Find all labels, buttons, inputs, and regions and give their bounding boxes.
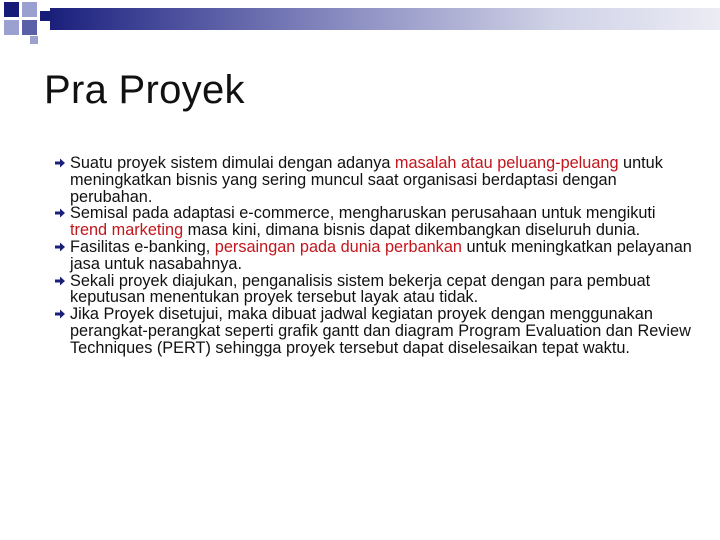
decor-square bbox=[22, 20, 37, 35]
decor-square bbox=[40, 11, 50, 21]
right-arrow-icon bbox=[54, 206, 66, 220]
bullet-item bbox=[54, 306, 694, 356]
decor-square bbox=[22, 2, 37, 17]
bullet-item bbox=[54, 239, 694, 273]
decor-square bbox=[30, 36, 38, 44]
slide-title: Pra Proyek bbox=[44, 68, 245, 112]
header-decoration bbox=[0, 0, 720, 40]
bullet-text: Sekali proyek diajukan, penganalisis sistem bekerja cepat dengan para pembuat keputusan menentukan proyek tersebut layak atau tidak. bbox=[70, 271, 651, 307]
bullet-list bbox=[54, 155, 694, 357]
bullet-text: untuk meningkatkan bisnis yang sering muncul saat organisasi berdaptasi dengan perubahan. bbox=[70, 154, 663, 206]
decor-square bbox=[4, 20, 19, 35]
highlight-text: trend marketing bbox=[70, 221, 184, 240]
decor-square bbox=[4, 2, 19, 17]
bullet-text: Fasilitas e-banking, bbox=[70, 237, 215, 256]
gradient-header-bar bbox=[50, 8, 720, 30]
right-arrow-icon bbox=[54, 240, 66, 254]
bullet-text: Semisal pada adaptasi e-commerce, mengharuskan perusahaan untuk mengikuti bbox=[70, 204, 656, 223]
bullet-text: masa kini, dimana bisnis dapat dikembangkan diseluruh dunia. bbox=[183, 221, 641, 240]
right-arrow-icon bbox=[54, 156, 66, 170]
bullet-item bbox=[54, 205, 694, 239]
highlight-text: persaingan pada dunia perbankan bbox=[214, 237, 462, 256]
highlight-text: masalah atau peluang-peluang bbox=[394, 154, 619, 172]
bullet-text: Jika Proyek disetujui, maka dibuat jadwal kegiatan proyek dengan menggunakan perangkat-perangkat seperti grafik gantt dan diagram Program Evaluation dan Review Techniques (PERT) sehingga proyek tersebut dapat diselesaikan tepat waktu. bbox=[70, 305, 691, 357]
bullet-text: Suatu proyek sistem dimulai dengan adanya bbox=[70, 154, 395, 172]
bullet-item bbox=[54, 273, 694, 307]
bullet-text: untuk meningkatkan pelayanan jasa untuk nasabahnya. bbox=[70, 237, 692, 273]
bullet-item bbox=[54, 155, 694, 205]
right-arrow-icon bbox=[54, 274, 66, 288]
right-arrow-icon bbox=[54, 307, 66, 321]
